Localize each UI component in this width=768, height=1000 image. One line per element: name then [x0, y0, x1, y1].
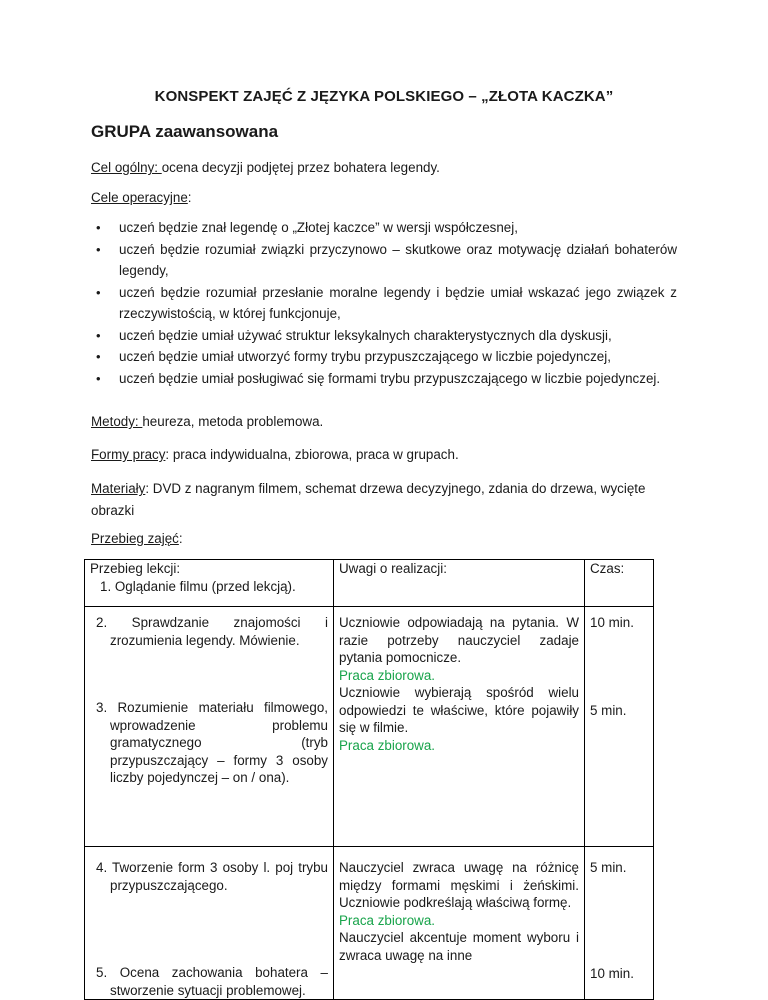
time-header: Czas: [585, 560, 654, 607]
note-3: Uczniowie wybierają spośród wielu odpowiedzi te właściwe, które pojawiły się w filmie. [339, 685, 579, 735]
work-form-2: Praca zbiorowa. [339, 667, 436, 683]
course-heading: Przebieg zajęć: [91, 531, 183, 546]
operational-goals-label: Cele operacyjne [91, 190, 188, 205]
step-4: 4. Tworzenie form 3 osoby l. poj trybu przypuszczającego. [96, 860, 328, 893]
step-5: 5. Ocena zachowania bohatera – stworzenie sytuacji problemowej. [96, 965, 328, 998]
notes-header: Uwagi o realizacji: [334, 560, 585, 607]
general-goal-text: ocena decyzji podjętej przez bohatera legendy. [161, 160, 440, 175]
methods-text: heureza, metoda problemowa. [142, 414, 324, 429]
time-5: 10 min. [590, 965, 634, 981]
list-item: • uczeń będzie rozumiał przesłanie moralne legendy i będzie umiał wskazać jego związek z rzeczywistością, w której funkcjonuje, [91, 282, 677, 325]
list-item: • uczeń będzie umiał utworzyć formy trybu przypuszczającego w liczbie pojedynczej, [91, 346, 677, 368]
course-label: Przebieg zajęć [91, 531, 179, 546]
list-item: • uczeń będzie umiał używać struktur leksykalnych charakterystycznych dla dyskusji, [91, 325, 677, 347]
group-heading: GRUPA zaawansowana [91, 122, 279, 141]
general-goal-label: Cel ogólny: [91, 160, 162, 175]
table-row [85, 560, 654, 607]
time-2: 10 min. [590, 615, 634, 630]
step-2: 2. Sprawdzanie znajomości i zrozumienia legendy. Mówienie. [96, 615, 328, 648]
work-form-3: Praca zbiorowa. [339, 737, 436, 753]
methods [91, 414, 323, 429]
list-item: • uczeń będzie umiał posługiwać się formami trybu przypuszczającego w liczbie pojedynczej. [91, 368, 677, 390]
forms-text: : praca indywidualna, zbiorowa, praca w grupach. [165, 447, 459, 462]
step-3: 3. Rozumienie materiału filmowego, wprowadzenie problemu gramatycznego (tryb przypuszczający – formy 3 osoby liczby pojedynczej – on / ona). [96, 700, 328, 785]
operational-goals-heading: Cele operacyjne: [91, 190, 192, 205]
note-5: Nauczyciel akcentuje moment wyboru i zwraca uwagę na inne [339, 930, 579, 963]
steps-header: Przebieg lekcji: [90, 561, 181, 576]
table-row [85, 847, 654, 1000]
forms-label: Formy pracy [91, 447, 166, 462]
table-row [85, 607, 654, 847]
general-goal [91, 160, 440, 175]
steps-header-cell [85, 560, 334, 607]
operational-goals-list [91, 217, 677, 389]
materials [91, 478, 677, 521]
first-step: 1. Oglądanie filmu (przed lekcją). [100, 578, 296, 594]
work-form-4: Praca zbiorowa. [339, 912, 436, 928]
list-item: • uczeń będzie znał legendę o „Złotej kaczce” w wersji współczesnej, [91, 217, 677, 239]
materials-text: : DVD z nagranym filmem, schemat drzewa decyzyjnego, zdania do drzewa, wycięte obrazki [91, 481, 646, 518]
list-item: • uczeń będzie rozumiał związki przyczynowo – skutkowe oraz motywację działań bohaterów legendy, [91, 239, 677, 282]
time-4: 5 min. [590, 860, 627, 875]
note-4: Nauczyciel zwraca uwagę na różnicę między formami męskimi i żeńskimi. Uczniowie podkreślają właściwą formę. [339, 860, 579, 910]
methods-label: Metody: [91, 414, 143, 429]
lesson-plan-table [84, 559, 654, 1000]
time-3: 5 min. [590, 702, 627, 718]
materials-label: Materiały [91, 481, 146, 496]
note-2: Uczniowie odpowiadają na pytania. W razie potrzeby nauczyciel zadaje pytania pomocnicze. [339, 615, 579, 665]
forms-of-work [91, 447, 459, 462]
document-title: KONSPEKT ZAJĘĆ Z JĘZYKA POLSKIEGO – „ZŁOTA KACZKA” [154, 88, 614, 105]
